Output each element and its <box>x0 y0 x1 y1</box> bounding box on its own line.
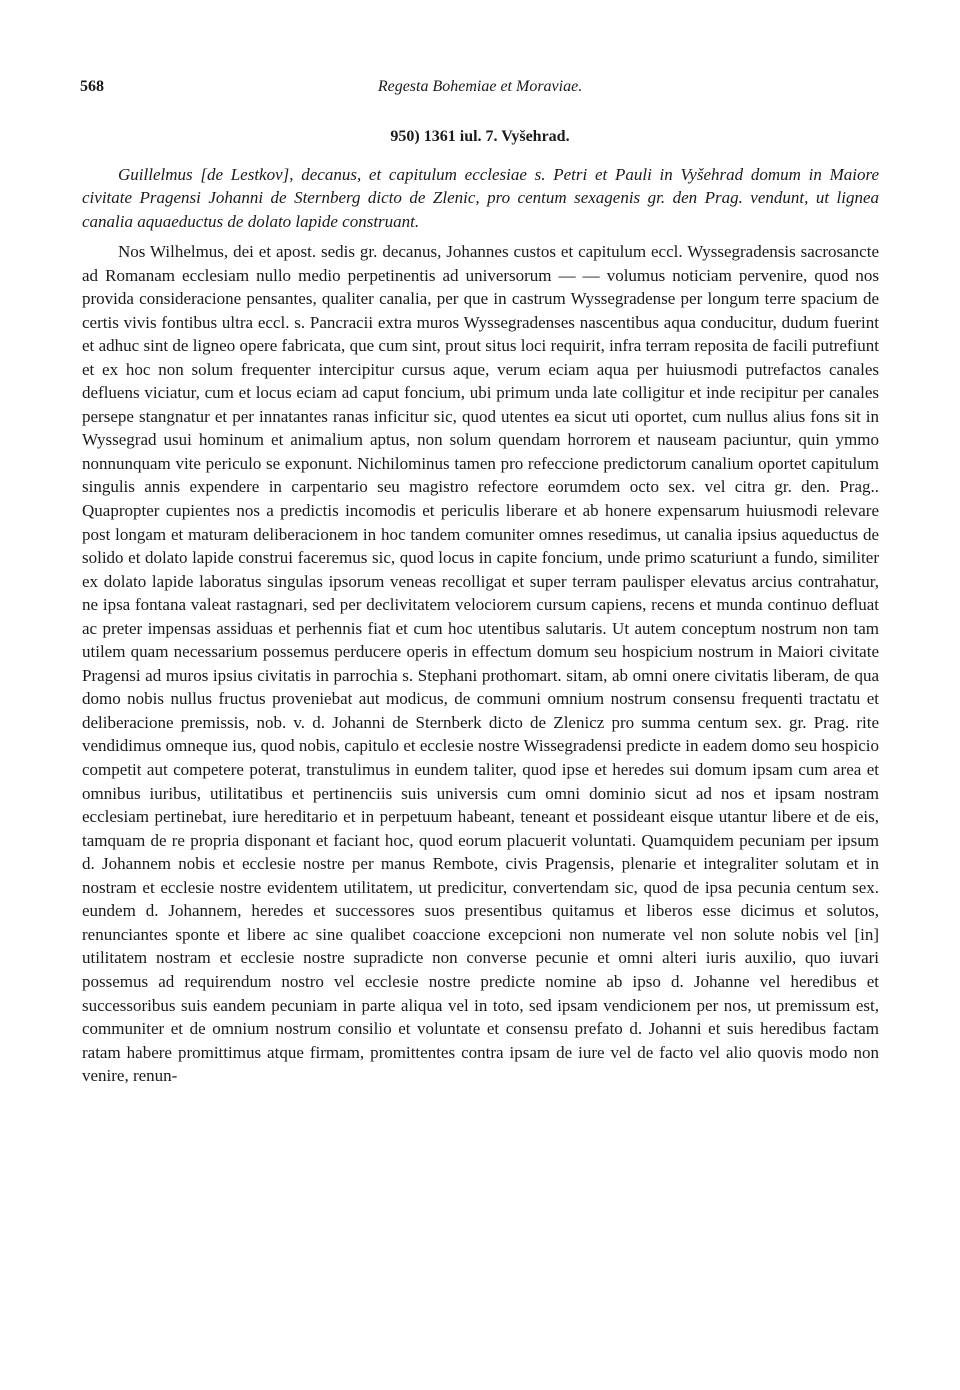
page-header <box>80 78 880 100</box>
page-number: 568 <box>80 78 104 95</box>
document-heading: 950) 1361 iul. 7. Vyšehrad. <box>390 128 570 145</box>
regest-summary: Guillelmus [de Lestkov], decanus, et capitulum ecclesiae s. Petri et Pauli in Vyšehrad domum in Maiore civitate Pragensi Johanni de Sternberg dicto de Zlenic, pro centum sexagenis gr. den Prag. vendunt, ut lignea canalia aquaeductus de dolato lapide construant. <box>82 165 879 231</box>
charter-text: Nos Wilhelmus, dei et apost. sedis gr. decanus, Johannes custos et capitulum eccl. Wyssegradensis sacrosancte ad Romanam ecclesiam nullo medio perpetinentis ad universorum — — volumus noticiam pervenire, quod nos provida consideracione pensantes, qualiter canalia, per que in castrum Wyssegradense per longum terre spacium de certis vivis fontibus ultra eccl. s. Pancracii extra muros Wyssegradenses nascentibus aqua conducitur, dudum fuerint et adhuc sint de ligneo opere fabricata, que cum sint, prout situs loci requirit, infra terram reposita de facili putrefiunt et ex hoc non solum frequenter intercipitur cursus aque, verum eciam aqua per huiusmodi putrefactos canales defluens viciatur, cum et locus eciam ad caput foncium, ubi primum unda late colligitur et inde recipitur per canales persepe stangnatur et per innatantes ranas inficitur sic, quod utentes ea sicut uti oportet, cum nullus alius fons sit in Wyssegrad usui hominum et animalium aptus, non solum quendam horrorem et nauseam paciuntur, quin ymmo nonnunquam vite periculo se exponunt. Nichilominus tamen pro refeccione predictorum canalium oportet capitulum singulis annis expendere in carpentario seu magistro refectore eorumdem octo sex. vel citra gr. den. Prag.. Quapropter cupientes nos a predictis incomodis et periculis liberare et ab honere expensarum huiusmodi relevare post longam et maturam deliberacionem in hoc tandem comuniter omnes resedimus, ut canalia ipsius aqueductus de solido et dolato lapide construi faceremus sic, quod locus in capite foncium, unde primo scaturiunt a fundo, similiter ex dolato lapide laboratus singulas ipsorum veneas recolligat et super terram paulisper elevatus arcius contrahatur, ne ipsa fontana valeat rastagnari, sed per declivitatem velociorem cursum capiens, recens et munda continuo defluat ac preter impensas assiduas et perhennis fiat et cum hoc utentibus salutaris. Ut autem conceptum nostrum non tam utilem quam necessarium possemus perducere operis in effectum domum seu hospicium nostrum in Maiori civitate Pragensi ad muros ipsius civitatis in parrochia s. Stephani prothomart. sitam, ab omni onere civitatis liberam, de qua domo nobis nullus fructus proveniebat aut modicus, de communi omnium nostrum consensu frequenti tractatu et deliberacione premissis, nob. v. d. Johanni de Sternberk dicto de Zlenicz pro summa centum sex. gr. Prag. rite vendidimus omneque ius, quod nobis, capitulo et ecclesie nostre Wissegradensi predicte in eadem domo seu hospicio competit aut competere poterat, transtulimus in eundem taliter, quod ipse et heredes sui domum ipsam cum area et omnibus iuribus, utilitatibus et pertinenciis suis universis cum omni dominio sicut ad nos et ipsam nostram ecclesiam pertinebat, iure hereditario et in perpetuum habeant, teneant et possideant eisque utantur libere et de eis, tamquam de re propria disponant et faciant hoc, quod eorum placuerit voluntati. Quamquidem pecuniam per ipsum d. Johannem nobis et ecclesie nostre per manus Rembote, civis Pragensis, plenarie et integraliter solutam et in nostram et ecclesie nostre evidentem utilitatem, ut predicitur, convertendam sic, quod de ipsa pecunia centum sex. eundem d. Johannem, heredes et successores suos presentibus quitamus et liberos esse dicimus et solutos, renunciantes sponte et libere ac sine qualibet coaccione excepcioni non numerate vel non solute nobis vel [in] utilitatem nostram et ecclesie nostre supradicte non converse pecunie et omni alteri iuris auxilio, quo iuvari possemus ad requirendum nostro vel ecclesie nostre predicte nomine ab ipso d. Johanne vel heredibus et successoribus suis eandem pecuniam in parte aliqua vel in toto, sed ipsam vendicionem per nos, ut premissum est, communiter et de omnium nostrum consilio et voluntate et consensu prefato d. Johanni et suis heredibus factam ratam habere promittimus atque firmam, promittentes contra ipsam de iure vel de facto vel alio quovis modo non venire, renun- <box>82 242 879 1086</box>
running-title: Regesta Bohemiae et Moraviae. <box>377 78 583 95</box>
